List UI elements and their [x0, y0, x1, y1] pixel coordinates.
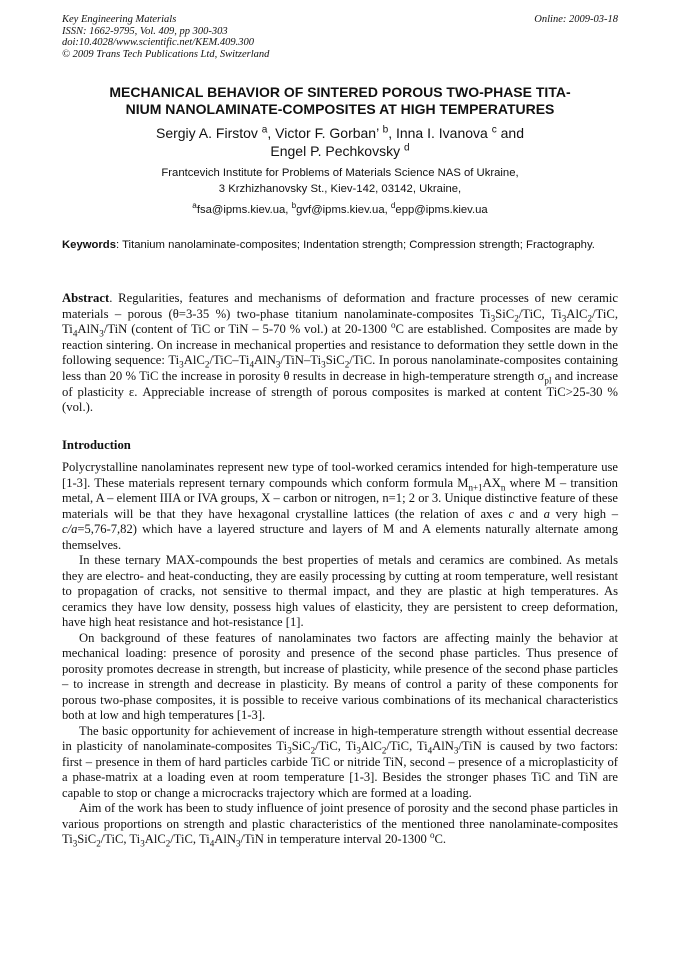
- abstract-text: SiC: [325, 353, 345, 368]
- title-line-2: NIUM NANOLAMINATE-COMPOSITES AT HIGH TEMPERATURES: [125, 101, 555, 117]
- subscript: 3: [275, 359, 281, 370]
- abstract-label: Abstract: [62, 291, 110, 305]
- italic-symbol: a: [543, 506, 550, 521]
- abstract-text: AlN: [77, 322, 100, 337]
- paragraph-text: =5,76-7,82) which have a layered structure and layers of M and A elements naturally alternate among themselves.: [62, 522, 618, 552]
- subscript: 3: [321, 359, 326, 370]
- subscript: 2: [204, 359, 210, 370]
- introduction-body: [62, 460, 618, 848]
- abstract-text: /TiC, Ti: [518, 306, 562, 321]
- keywords: [62, 238, 618, 253]
- email-sup: d: [390, 201, 396, 211]
- author-line-1: [62, 125, 618, 143]
- title-line-1: MECHANICAL BEHAVIOR OF SINTERED POROUS TWO-PHASE TITA-: [109, 84, 571, 100]
- subscript: 3: [179, 359, 184, 370]
- subscript: 4: [427, 745, 433, 756]
- affiliation-line-2: 3 Krzhizhanovsky St., Kiev-142, 03142, Ukraine,: [218, 182, 462, 195]
- abstract-text: /TiN (content of TiC or TiN – 5-70 % vol.) at 20-1300: [103, 322, 391, 337]
- paragraph-text: SiC: [291, 739, 311, 753]
- paragraph-3: On background of these features of nanolaminates two factors are affecting mainly the behavior at mechanical loading: presence of porosity and presence of the second phase particles. Thus presence of porosity promotes decrease in strength, but increase of plasticity, while presence of the second phase particles – to increase in strength and decrease in plasticity. By means of control a parity of these components for porous two-phase composites, it is possible to receive various combinations of its mechanical characteristics both at low and high temperatures [1-3].: [62, 630, 618, 722]
- abstract-text: AlC: [566, 306, 588, 321]
- abstract-text: . Regularities, features and mechanisms of deformation and fracture processes of new ceramic materials – porous (θ=3-35 %) two-phase titanium nanolaminate-composites Ti: [62, 291, 618, 321]
- paragraph-text: where M – transition metal, A – element IIIA or IVA groups, X – carbon or nitrogen, n=1; 2 or 3. Unique distinctive feature of these materials will be that they have hexagonal crystalline lattices (the relation of axes: [62, 475, 618, 521]
- paragraph-text: Aim of the work has been to study influence of joint presence of porosity and the second phase particles in various proportions on strength and plastic characteristics of the mentioned three nanolaminate-composites Ti: [62, 801, 618, 846]
- paragraph-text: AlC: [144, 832, 166, 846]
- subscript: 3: [72, 838, 78, 849]
- abstract-text: /TiN–Ti: [280, 353, 322, 368]
- subscript: 3: [490, 313, 496, 324]
- author-sup: c: [491, 124, 497, 136]
- subscript: 3: [140, 838, 145, 849]
- paragraph-1: [62, 460, 618, 553]
- paragraph-text: /TiC, Ti: [100, 832, 141, 846]
- email-link[interactable]: gvf@ipms.kiev.ua,: [296, 204, 391, 216]
- abstract-text: AlN: [254, 353, 276, 368]
- subscript: 3: [453, 745, 459, 756]
- paragraph-text: and: [514, 506, 544, 521]
- online-date: Online: 2009-03-18: [534, 14, 618, 25]
- email-sup: b: [291, 201, 297, 211]
- author-name: Sergiy A. Firstov: [155, 125, 258, 141]
- paragraph-text: very high –: [549, 506, 619, 521]
- subscript: 4: [72, 328, 78, 339]
- subscript: 3: [287, 745, 292, 756]
- paragraph-text: AlN: [432, 739, 454, 753]
- abstract-text: C are established. Composites are made by reaction sintering. On increase in mechanical properties and resistance to deformation they settle down in the following sequence: Ti: [62, 322, 618, 368]
- affiliation: [62, 166, 618, 197]
- subscript: 2: [96, 838, 101, 849]
- author-name: , Victor F. Gorban’: [267, 125, 379, 141]
- author-name: , Inna I. Ivanova: [388, 125, 488, 141]
- section-heading-introduction: Introduction: [62, 438, 131, 452]
- keywords-text: : Titanium nanolaminate-composites; Indentation strength; Compression strength; Fractography.: [116, 239, 595, 251]
- publication-header: [62, 14, 618, 60]
- paragraph-text: C.: [434, 832, 447, 846]
- subscript: 3: [356, 745, 361, 756]
- paragraph-text: Polycrystalline nanolaminates represent new type of tool-worked ceramics intended for high-temperature use [1-3]. These materials represent ternary compounds which conform formula M: [62, 460, 618, 490]
- abstract-text: AlC: [183, 353, 205, 368]
- subscript: 2: [381, 745, 387, 756]
- paragraph-2: In these ternary MAX-compounds the best properties of metals and ceramics are combined. As metals they are electro- and heat-conducting, they are easily processing by cutting at room temperature, well resistant to propagation of cracks, not sensitive to thermal impact, and they are plastic at high temperatures. As ceramics they have low density, possess high values of elasticity, they are persistent to creep deformation, have high heat resistance and hot-resistance [1].: [62, 553, 618, 629]
- abstract-text: SiC: [495, 306, 515, 321]
- subscript: 2: [344, 359, 350, 370]
- paragraph-text: AX: [482, 475, 501, 490]
- subscript: 3: [561, 313, 567, 324]
- paragraph-text: SiC: [77, 832, 97, 846]
- paragraph-4: [62, 724, 618, 802]
- subscript: 2: [587, 313, 592, 324]
- paragraph-text: AlN: [214, 832, 236, 846]
- author-sup: d: [404, 141, 410, 153]
- superscript: o: [429, 829, 435, 840]
- copyright-line: © 2009 Trans Tech Publications Ltd, Switzerland: [62, 48, 270, 60]
- paragraph-text: AlC: [360, 739, 382, 753]
- abstract-text: /TiC–Ti: [209, 353, 250, 368]
- author-sup: b: [382, 124, 389, 136]
- paragraph-text: /TiN in temperature interval 20-1300: [240, 832, 430, 846]
- italic-symbol: c: [508, 506, 515, 521]
- paragraph-text: /TiC, Ti: [386, 739, 428, 753]
- affiliation-line-1: Frantcevich Institute for Problems of Materials Science NAS of Ukraine,: [161, 167, 519, 179]
- subscript: 3: [235, 838, 241, 849]
- subscript: 4: [209, 838, 215, 849]
- author-line-2: [62, 143, 618, 161]
- subscript: 2: [165, 838, 171, 849]
- paragraph-text: The basic opportunity for achievement of increase in high-temperature strength without essential decrease in plasticity of nanolaminate-composites Ti: [62, 723, 618, 753]
- email-link[interactable]: fsa@ipms.kiev.ua,: [196, 204, 292, 216]
- subscript: pl: [544, 375, 552, 386]
- abstract-text: /TiC. In porous nanolaminate-composites containing less than 20 % TiC the increase in porosity θ results in decrease in high-temperature strength σ: [62, 353, 618, 383]
- superscript: o: [390, 319, 396, 330]
- journal-name: Key Engineering Materials: [62, 14, 177, 25]
- subscript: n: [500, 482, 506, 493]
- paragraph-5: [62, 801, 618, 848]
- issn-line: ISSN: 1662-9795, Vol. 409, pp 300-303: [62, 25, 228, 37]
- author-list: [62, 125, 618, 160]
- email-sup: a: [192, 201, 197, 211]
- email-list: [62, 203, 618, 218]
- abstract-text: /TiC, Ti: [62, 306, 618, 337]
- italic-symbol: c/a: [62, 522, 78, 536]
- subscript: 2: [514, 313, 519, 324]
- paragraph-text: /TiC, Ti: [170, 832, 210, 846]
- paragraph-text: /TiC, Ti: [315, 739, 357, 753]
- subscript: 2: [310, 745, 316, 756]
- author-name: Engel P. Pechkovsky: [270, 142, 401, 159]
- author-and: and: [496, 125, 524, 141]
- abstract-text: and increase of plasticity ε. Appreciable increase of strength of porous composites is marked at content TiC>25-30 % (vol.).: [62, 368, 618, 415]
- subscript: 4: [249, 359, 254, 370]
- paragraph-text: /TiN is caused by two factors: first – presence in them of hard particles carbide TiC or nitride TiN, second – presence of a microplasticity of a phase-matrix at a loading even at room temperature [1-3]. Besides the stronger phases TiC and TiN are capable to stop or change a microcracks trajectory which are formed at a loading.: [62, 739, 619, 800]
- email-link[interactable]: epp@ipms.kiev.ua: [395, 204, 488, 216]
- keywords-label: Keywords: [62, 239, 116, 251]
- paper-title: [62, 84, 618, 118]
- doi-line[interactable]: doi:10.4028/www.scientific.net/KEM.409.300: [62, 37, 254, 49]
- subscript: 3: [99, 328, 104, 339]
- author-sup: a: [261, 124, 268, 136]
- subscript: n+1: [468, 482, 483, 493]
- abstract: [62, 291, 618, 416]
